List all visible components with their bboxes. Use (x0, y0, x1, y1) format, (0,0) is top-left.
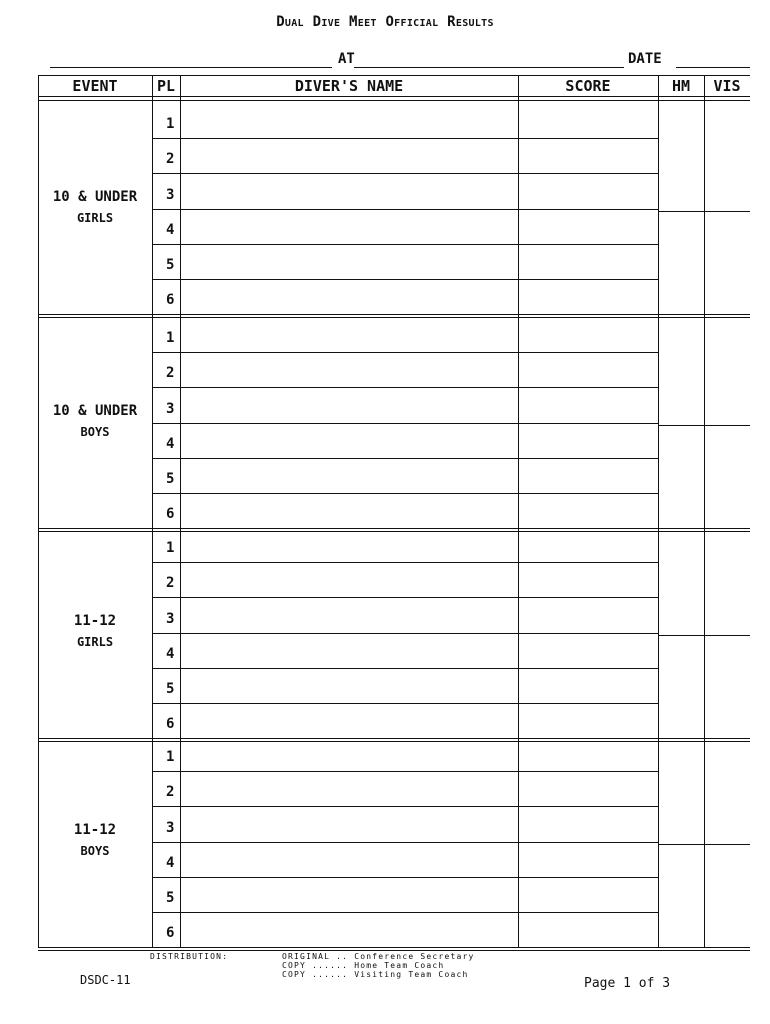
distribution-label: DISTRIBUTION: (150, 952, 229, 961)
place-number: 3 (166, 186, 175, 203)
table-top-border (38, 75, 750, 76)
event-label (38, 189, 152, 225)
place-number: 1 (166, 540, 175, 557)
form-title: Dual Dive Meet Official Results (276, 14, 494, 30)
at-label: AT (338, 51, 355, 67)
place-divider (180, 75, 181, 948)
event-block-separator (38, 528, 750, 529)
place-number: 6 (166, 716, 175, 732)
event-gender: GIRLS (76, 635, 114, 649)
place-number: 5 (166, 680, 175, 697)
place-number: 6 (166, 925, 175, 941)
place-number: 4 (166, 645, 175, 662)
event-block-separator-double (38, 531, 750, 532)
distribution-line-3: COPY ...... Visiting Team Coach (282, 970, 469, 979)
event-age-group: 10 & UNDER (52, 403, 138, 419)
place-row-line (152, 771, 658, 772)
place-row-line (152, 458, 658, 459)
place-row-line (152, 842, 658, 843)
event-age-group: 11-12 (73, 613, 117, 629)
place-row-line (152, 387, 658, 388)
place-row-line (152, 562, 658, 563)
event-block-separator (38, 738, 750, 739)
place-row-line (152, 912, 658, 913)
header-rule-double (38, 100, 750, 101)
place-number: 2 (166, 784, 175, 801)
event-gender: BOYS (80, 425, 110, 439)
team-score-divider (658, 425, 750, 426)
results-table (38, 75, 750, 948)
place-number: 1 (166, 116, 175, 133)
team-score-divider (658, 211, 750, 212)
place-number: 1 (166, 330, 175, 347)
place-number: 1 (166, 749, 175, 766)
score-divider (658, 75, 659, 948)
place-row-line (152, 633, 658, 634)
place-number: 2 (166, 575, 175, 592)
place-row-line (152, 352, 658, 353)
place-number: 3 (166, 400, 175, 417)
event-column-header: EVENT (72, 77, 118, 95)
diver-name-column-header: DIVER'S NAME (294, 77, 404, 95)
place-number: 5 (166, 889, 175, 906)
place-number: 4 (166, 854, 175, 871)
team-score-divider (658, 844, 750, 845)
place-row-line (152, 703, 658, 704)
place-row-line (152, 493, 658, 494)
place-number: 2 (166, 151, 175, 168)
event-block-separator (38, 947, 750, 948)
event-divider (152, 75, 153, 948)
distribution-line-1: ORIGINAL .. Conference Secretary (282, 952, 475, 961)
event-label (38, 822, 152, 858)
score-column-header: SCORE (565, 77, 611, 95)
home-column-header: HM (671, 77, 691, 95)
event-label (38, 403, 152, 439)
place-row-line (152, 279, 658, 280)
place-row-line (152, 244, 658, 245)
place-row-line (152, 173, 658, 174)
event-age-group: 11-12 (73, 822, 117, 838)
page-number: Page 1 of 3 (584, 976, 671, 991)
place-row-line (152, 423, 658, 424)
place-row-line (152, 877, 658, 878)
venue-underline (354, 67, 624, 68)
place-number: 4 (166, 221, 175, 238)
place-number: 5 (166, 470, 175, 487)
form-code: DSDC-11 (80, 973, 131, 987)
place-number: 5 (166, 256, 175, 273)
place-number: 3 (166, 819, 175, 836)
date-label: DATE (628, 51, 662, 67)
place-number: 2 (166, 365, 175, 382)
location-underline (50, 67, 332, 68)
event-block-separator-double (38, 317, 750, 318)
event-block-separator-double (38, 950, 750, 951)
distribution-line-2: COPY ...... Home Team Coach (282, 961, 445, 970)
place-row-line (152, 668, 658, 669)
event-block-separator (38, 314, 750, 315)
visitor-column-header: VIS (713, 77, 741, 95)
team-score-divider (658, 635, 750, 636)
place-number: 3 (166, 610, 175, 627)
place-number: 6 (166, 292, 175, 308)
place-row-line (152, 209, 658, 210)
event-gender: BOYS (80, 844, 110, 858)
event-label (38, 613, 152, 649)
event-gender: GIRLS (76, 211, 114, 225)
header-rule (38, 96, 750, 97)
place-row-line (152, 138, 658, 139)
home-divider (704, 75, 705, 948)
place-number: 4 (166, 435, 175, 452)
date-underline (676, 67, 750, 68)
name-divider (518, 75, 519, 948)
place-column-header: PL (156, 77, 176, 95)
place-row-line (152, 806, 658, 807)
place-row-line (152, 597, 658, 598)
event-block-separator-double (38, 741, 750, 742)
event-age-group: 10 & UNDER (52, 189, 138, 205)
place-number: 6 (166, 506, 175, 522)
